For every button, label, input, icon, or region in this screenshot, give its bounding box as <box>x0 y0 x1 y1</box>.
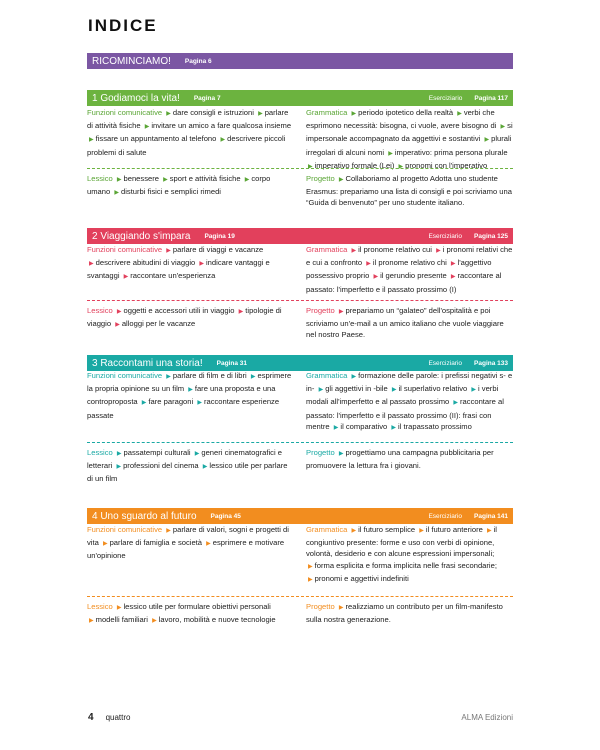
grammatica-item: l'aggettivo possessivo proprio <box>306 258 492 281</box>
bullet-triangle-icon: ▶ <box>391 387 397 394</box>
bullet-triangle-icon: ▶ <box>152 618 157 625</box>
progetto-label: Progetto <box>306 174 335 183</box>
unit-bar <box>87 508 513 524</box>
unit-bar <box>87 355 513 371</box>
eserciziario-label: Eserciziario <box>428 512 463 520</box>
grammatica-column <box>300 524 513 586</box>
eserciziario-label: Eserciziario <box>428 94 463 102</box>
unit-bar <box>87 90 513 106</box>
bullet-triangle-icon: ▶ <box>338 177 344 183</box>
funzioni-item: esprimere la propria opinione su un film <box>87 371 292 394</box>
bullet-triangle-icon: ▶ <box>419 528 424 534</box>
eserciziario-label: Eserciziario <box>428 232 463 240</box>
funzioni-item: esprimere e motivare un'opinione <box>87 538 285 561</box>
bullet-triangle-icon: ▶ <box>484 137 490 144</box>
grammatica-column <box>300 244 513 295</box>
funzioni-column <box>87 370 300 434</box>
section-separator <box>87 300 513 301</box>
funzioni-label: Funzioni comunicative <box>87 525 163 534</box>
bullet-triangle-icon: ▶ <box>199 261 204 268</box>
progetto-label: Progetto <box>306 306 335 315</box>
unit-row-extra <box>87 447 513 485</box>
grammatica-item: il gerundio presente <box>380 271 447 281</box>
funzioni-item: invitare un amico a fare qualcosa insieme <box>151 121 292 131</box>
lessico-item: oggetti e accessori utili in viaggio <box>123 306 235 315</box>
bullet-triangle-icon: ▶ <box>206 541 211 548</box>
bullet-triangle-icon: ▶ <box>398 163 404 170</box>
unit-page: Pagina 45 <box>210 512 241 520</box>
grammatica-item: il trapassato prossimo <box>398 421 472 431</box>
grammatica-item: imperativo: prima persona plurale <box>394 147 508 157</box>
unit-row-extra <box>87 601 513 627</box>
grammatica-item: pronomi con l'imperativo <box>405 160 488 170</box>
lessico-item: benessere <box>123 174 159 183</box>
lessico-item: tipologie di viaggio <box>87 306 282 329</box>
lessico-item: generi cinematografici e letterari <box>87 448 282 471</box>
funzioni-item: parlare di famiglia e società <box>109 538 203 548</box>
grammatica-item: plurali irregolari di alcuni nomi <box>306 134 512 157</box>
bullet-triangle-icon: ▶ <box>308 576 313 583</box>
unit-row-main <box>87 524 513 586</box>
bullet-triangle-icon: ▶ <box>166 248 171 254</box>
bullet-triangle-icon: ▶ <box>436 248 441 254</box>
unit-page: Pagina 7 <box>193 94 221 102</box>
lessico-item: corpo umano <box>87 174 271 197</box>
bullet-triangle-icon: ▶ <box>89 618 94 625</box>
bullet-triangle-icon: ▶ <box>220 137 226 144</box>
funzioni-label: Funzioni comunicative <box>87 371 163 380</box>
eserciziario-page: Pagina 117 <box>474 94 508 102</box>
lessico-label: Lessico <box>87 602 113 611</box>
funzioni-item: fare paragoni <box>148 397 194 407</box>
bullet-triangle-icon: ▶ <box>166 374 171 380</box>
unit-row-main <box>87 370 513 434</box>
bullet-triangle-icon: ▶ <box>391 424 396 431</box>
footer-publisher: ALMA Edizioni <box>461 713 513 722</box>
bullet-triangle-icon: ▶ <box>166 528 171 534</box>
bullet-triangle-icon: ▶ <box>116 177 122 183</box>
bullet-triangle-icon: ▶ <box>116 451 122 457</box>
progetto-text: prepariamo un “galateo” dell'ospitalità e poi scriviamo un'e-mail a un amico italiano che vuole viaggiare nel nostro Paese. <box>306 306 504 340</box>
unit-bar <box>87 228 513 244</box>
bullet-triangle-icon: ▶ <box>308 163 313 170</box>
funzioni-item: fare una proposta e una controproposta <box>87 384 276 407</box>
grammatica-item: il futuro semplice <box>358 525 416 534</box>
grammatica-item: il superlativo relativo <box>398 384 468 394</box>
progetto-column <box>300 305 513 341</box>
bullet-triangle-icon: ▶ <box>366 261 371 268</box>
lessico-item: alloggi per le vacanze <box>121 319 196 329</box>
bullet-triangle-icon: ▶ <box>89 137 94 144</box>
grammatica-item: i verbi modali all'imperfetto e al passato prossimo <box>306 384 499 407</box>
funzioni-item: fissare un appuntamento al telefono <box>95 134 217 144</box>
footer-page-word: quattro <box>105 713 131 722</box>
bullet-triangle-icon: ▶ <box>194 451 200 457</box>
grammatica-item: il futuro anteriore <box>425 525 483 534</box>
bullet-triangle-icon: ▶ <box>141 400 147 407</box>
progetto-label: Progetto <box>306 448 335 457</box>
bullet-triangle-icon: ▶ <box>202 464 208 471</box>
grammatica-item: imperativo formale (Lei) <box>314 160 395 170</box>
lessico-label: Lessico <box>87 448 113 457</box>
funzioni-column <box>87 107 300 173</box>
grammatica-item: verbi che esprimono necessità: bisogna, ci vuole, avere bisogno di <box>306 108 497 131</box>
footer-page-number: 4 <box>88 712 94 723</box>
bullet-triangle-icon: ▶ <box>338 309 344 315</box>
intro-bar <box>87 53 513 69</box>
lessico-label: Lessico <box>87 174 113 183</box>
lessico-item: sport e attività fisiche <box>169 174 241 183</box>
bullet-triangle-icon: ▶ <box>188 387 193 394</box>
unit-row-extra <box>87 305 513 341</box>
bullet-triangle-icon: ▶ <box>500 124 506 131</box>
grammatica-column <box>300 107 513 173</box>
section-separator <box>87 596 513 597</box>
bullet-triangle-icon: ▶ <box>453 400 459 407</box>
grammatica-column <box>300 370 513 434</box>
progetto-column <box>300 447 513 485</box>
eserciziario-label: Eserciziario <box>428 359 463 367</box>
eserciziario-page: Pagina 125 <box>474 232 508 240</box>
unit-page: Pagina 31 <box>216 359 247 367</box>
grammatica-item: si impersonale accompagnato da aggettivi e sostantivi <box>306 121 513 144</box>
bullet-triangle-icon: ▶ <box>318 387 324 394</box>
lessico-item: modelli familiari <box>95 615 148 625</box>
funzioni-item: descrivere abitudini di viaggio <box>95 258 196 268</box>
bullet-triangle-icon: ▶ <box>102 541 108 548</box>
unit-title: 3 Raccontami una storia! <box>92 357 203 369</box>
bullet-triangle-icon: ▶ <box>351 374 357 380</box>
funzioni-item: parlare di valori, sogni e progetti di vita <box>87 525 289 548</box>
bullet-triangle-icon: ▶ <box>123 274 129 281</box>
unit-page: Pagina 19 <box>204 232 235 240</box>
page-title: INDICE <box>88 16 158 35</box>
unit-row-extra <box>87 173 513 209</box>
progetto-text: Collaboriamo al progetto Adotta uno studente Erasmus: prepariamo una lista di consigli e poi scriviamo una “Guida di benvenuto” per uno studente italiano. <box>306 174 512 208</box>
grammatica-label: Grammatica <box>306 525 348 534</box>
section-separator <box>87 442 513 443</box>
bullet-triangle-icon: ▶ <box>457 111 462 117</box>
bullet-triangle-icon: ▶ <box>351 111 357 117</box>
funzioni-item: descrivere piccoli problemi di salute <box>87 134 286 157</box>
lessico-item: lessico utile per formulare obiettivi personali <box>123 602 271 611</box>
funzioni-item: raccontare un'esperienza <box>130 271 216 281</box>
funzioni-label: Funzioni comunicative <box>87 108 163 117</box>
section-separator <box>87 168 513 169</box>
grammatica-item: il congiuntivo presente: forme e uso con verbi di opinione, volontà, desiderio e con alcune espressioni impersonali; <box>306 525 497 559</box>
lessico-item: passatempi culturali <box>123 448 191 457</box>
lessico-column <box>87 601 300 627</box>
unit-title: 2 Viaggiando s'impara <box>92 230 191 242</box>
bullet-triangle-icon: ▶ <box>116 464 122 471</box>
bullet-triangle-icon: ▶ <box>338 451 344 457</box>
grammatica-label: Grammatica <box>306 245 348 254</box>
grammatica-item: il pronome relativo cui <box>358 245 432 254</box>
grammatica-item: gli aggettivi in -bile <box>325 384 388 394</box>
bullet-triangle-icon: ▶ <box>115 322 120 329</box>
progetto-text: progettiamo una campagna pubblicitaria per promuovere la lettura fra i giovani. <box>306 448 494 471</box>
bullet-triangle-icon: ▶ <box>351 248 357 254</box>
intro-title: RICOMINCIAMO! <box>92 55 171 67</box>
bullet-triangle-icon: ▶ <box>116 309 122 315</box>
eserciziario-page: Pagina 133 <box>474 359 508 367</box>
lessico-item: lessico utile per parlare di un film <box>87 461 288 484</box>
bullet-triangle-icon: ▶ <box>163 177 168 183</box>
footer <box>88 712 513 723</box>
lessico-column <box>87 447 300 485</box>
unit-row-main <box>87 107 513 173</box>
progetto-column <box>300 601 513 627</box>
bullet-triangle-icon: ▶ <box>471 387 476 394</box>
grammatica-item: il comparativo <box>340 421 388 431</box>
lessico-label: Lessico <box>87 306 113 315</box>
funzioni-item: indicare vantaggi e svantaggi <box>87 258 270 281</box>
grammatica-item: il pronome relativo chi <box>372 258 447 268</box>
bullet-triangle-icon: ▶ <box>244 177 250 183</box>
funzioni-item: parlare di viaggi e vacanze <box>172 245 264 254</box>
grammatica-label: Grammatica <box>306 371 348 380</box>
bullet-triangle-icon: ▶ <box>144 124 150 131</box>
bullet-triangle-icon: ▶ <box>373 274 379 281</box>
bullet-triangle-icon: ▶ <box>258 111 263 117</box>
funzioni-column <box>87 524 300 586</box>
bullet-triangle-icon: ▶ <box>450 261 456 268</box>
funzioni-item: raccontare esperienze passate <box>87 397 280 420</box>
bullet-triangle-icon: ▶ <box>116 605 122 611</box>
grammatica-label: Grammatica <box>306 108 348 117</box>
grammatica-item: i pronomi relativi che e cui a confronto <box>306 245 513 268</box>
progetto-label: Progetto <box>306 602 335 611</box>
funzioni-item: dare consigli e istruzioni <box>172 108 254 117</box>
lessico-item: professioni del cinema <box>123 461 199 471</box>
bullet-triangle-icon: ▶ <box>333 424 339 431</box>
bullet-triangle-icon: ▶ <box>114 190 119 197</box>
grammatica-item: formazione delle parole: i prefissi negativi s- e in- <box>306 371 513 394</box>
unit-title: 4 Uno sguardo al futuro <box>92 510 197 522</box>
funzioni-column <box>87 244 300 295</box>
grammatica-item: periodo ipotetico della realtà <box>358 108 454 117</box>
grammatica-item: raccontare al passato: l'imperfetto e il passato prossimo (I) <box>306 271 502 294</box>
bullet-triangle-icon: ▶ <box>166 111 171 117</box>
bullet-triangle-icon: ▶ <box>338 605 344 611</box>
bullet-triangle-icon: ▶ <box>238 309 244 315</box>
bullet-triangle-icon: ▶ <box>486 528 492 534</box>
funzioni-item: parlare di film e di libri <box>172 371 247 380</box>
lessico-column <box>87 305 300 341</box>
bullet-triangle-icon: ▶ <box>450 274 456 281</box>
grammatica-item: pronomi e aggettivi indefiniti <box>314 573 409 583</box>
lessico-item: disturbi fisici e semplici rimedi <box>120 187 221 197</box>
unit-row-main <box>87 244 513 295</box>
bullet-triangle-icon: ▶ <box>308 563 313 570</box>
unit-title: 1 Godiamoci la vita! <box>92 92 180 104</box>
grammatica-item: forma esplicita e forma implicita nelle frasi secondarie; <box>314 560 497 570</box>
funzioni-item: parlare di attività fisiche <box>87 108 289 131</box>
lessico-item: lavoro, mobilità e nuove tecnologie <box>158 615 276 625</box>
bullet-triangle-icon: ▶ <box>89 261 94 268</box>
progetto-column <box>300 173 513 209</box>
bullet-triangle-icon: ▶ <box>197 400 202 407</box>
lessico-column <box>87 173 300 209</box>
bullet-triangle-icon: ▶ <box>250 374 256 380</box>
grammatica-item: raccontare al passato: l'imperfetto e il passato prossimo (II): frasi con mentre <box>306 397 504 431</box>
intro-page: Pagina 6 <box>184 57 212 65</box>
bullet-triangle-icon: ▶ <box>388 150 393 157</box>
eserciziario-page: Pagina 141 <box>474 512 508 520</box>
funzioni-label: Funzioni comunicative <box>87 245 163 254</box>
progetto-text: realizziamo un contributo per un film-manifesto sulla nostra generazione. <box>306 602 503 625</box>
bullet-triangle-icon: ▶ <box>351 528 357 534</box>
